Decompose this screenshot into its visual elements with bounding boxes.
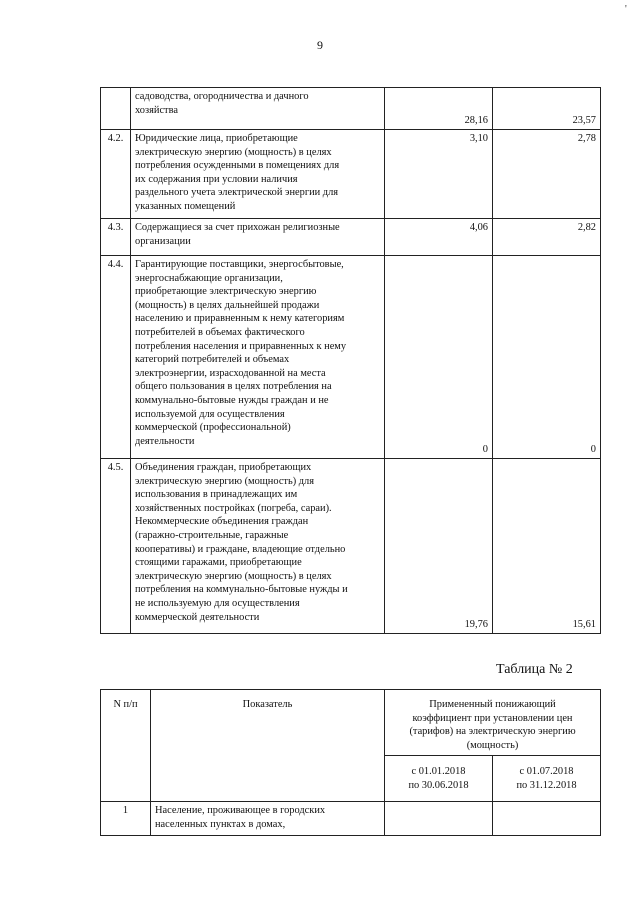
- header-indicator: Показатель: [151, 690, 385, 802]
- desc-line: Гарантирующие поставщики, энергосбытовые,: [135, 259, 344, 270]
- desc-line: электроэнергии, израсходованной на места: [135, 367, 326, 379]
- desc-line: категорий потребителей и объемах: [135, 354, 290, 366]
- value-period-2: 2,78: [493, 130, 601, 219]
- row-description: [131, 256, 385, 459]
- header-period-1: [385, 756, 493, 802]
- desc-line: Некоммерческие объединения граждан: [135, 516, 309, 528]
- value-period-2: 23,57: [493, 88, 601, 130]
- period-line: с 01.01.2018: [411, 765, 466, 777]
- desc-line: электрическую энергию (мощность) в целях: [135, 146, 332, 158]
- row-description: [131, 219, 385, 256]
- table-2-title: Таблица № 2: [496, 662, 573, 677]
- desc-line: Юридические лица, приобретающие: [135, 133, 298, 144]
- row-description: [131, 459, 385, 634]
- desc-line: используемой для осуществления: [135, 408, 285, 420]
- table-header-row: [101, 690, 601, 756]
- desc-line: (гаражно-строительные, гаражные: [135, 529, 289, 541]
- tariff-table-1: [100, 87, 601, 634]
- page-number: 9: [317, 38, 323, 52]
- header-coef-line: коэффициент при установлении цен: [412, 712, 573, 724]
- desc-line: общего пользования в целях потребления на: [135, 381, 332, 393]
- value-period-1: 3,10: [385, 130, 493, 219]
- value-period-2: 0: [493, 256, 601, 459]
- desc-line: Население, проживающее в городских: [155, 805, 326, 816]
- value-period-1: 4,06: [385, 219, 493, 256]
- desc-line: не используемую для осуществления: [135, 597, 300, 609]
- desc-line: потребителей в объемах фактического: [135, 326, 305, 338]
- row-description: [151, 802, 385, 836]
- row-number: 1: [101, 802, 151, 836]
- table-row: [101, 256, 601, 459]
- period-line: по 31.12.2018: [516, 779, 577, 791]
- desc-line: деятельности: [135, 435, 195, 447]
- desc-line: хозяйства: [135, 104, 178, 116]
- table-row: [101, 130, 601, 219]
- header-coef-line: Примененный понижающий: [429, 699, 556, 710]
- value-period-2: 2,82: [493, 219, 601, 256]
- header-coef-line: (мощность): [466, 739, 519, 751]
- desc-line: потребления населения и приравненных к нему: [135, 340, 347, 352]
- row-number: 4.2.: [101, 130, 131, 219]
- desc-line: стоящими гаражами, приобретающие: [135, 557, 302, 569]
- value-period-1: [385, 802, 493, 836]
- table-row: [101, 219, 601, 256]
- desc-line: приобретающие электрическую энергию: [135, 286, 317, 298]
- row-description: [131, 130, 385, 219]
- desc-line: раздельного учета электрической энергии для: [135, 187, 339, 199]
- desc-line: коммерческой (профессиональной): [135, 422, 291, 434]
- desc-line: коммунально-бытовые нужды граждан и не: [135, 394, 329, 406]
- value-period-1: 0: [385, 256, 493, 459]
- header-coef-line: (тарифов) на электрическую энергию: [409, 726, 576, 738]
- desc-line: электрическую энергию (мощность) для: [135, 475, 315, 487]
- desc-line: организации: [135, 235, 191, 247]
- desc-line: населенных пунктах в домах,: [155, 818, 286, 830]
- desc-line: Объединения граждан, приобретающих: [135, 462, 312, 473]
- header-coefficient: [385, 690, 601, 756]
- desc-line: энергоснабжающие организации,: [135, 272, 283, 284]
- table-row: [101, 459, 601, 634]
- desc-line: указанных помещений: [135, 200, 236, 212]
- table-row: [101, 802, 601, 836]
- row-description: [131, 88, 385, 130]
- table-row: [101, 88, 601, 130]
- desc-line: коммерческой деятельности: [135, 611, 260, 623]
- desc-line: электрическую энергию (мощность) в целях: [135, 570, 332, 582]
- row-number: 4.3.: [101, 219, 131, 256]
- value-period-1: 19,76: [385, 459, 493, 634]
- desc-line: хозяйственных постройках (погреба, сараи).: [135, 502, 332, 514]
- period-line: с 01.07.2018: [519, 765, 574, 777]
- desc-line: использования в принадлежащих им: [135, 489, 298, 501]
- desc-line: садоводства, огородничества и дачного: [135, 91, 309, 102]
- desc-line: Содержащиеся за счет прихожан религиозные: [135, 222, 340, 233]
- desc-line: потребления на коммунально-бытовые нужды и: [135, 584, 348, 596]
- desc-line: кооперативы) и граждане, владеющие отдельно: [135, 543, 346, 555]
- tariff-table-2: [100, 689, 601, 836]
- desc-line: (мощность) в целях дальнейшей продажи: [135, 299, 320, 311]
- desc-line: потребления осужденными в помещениях для: [135, 160, 340, 172]
- desc-line: населению и приравненным к нему категориям: [135, 313, 345, 325]
- header-number: N п/п: [101, 690, 151, 802]
- value-period-2: [493, 802, 601, 836]
- row-number: 4.5.: [101, 459, 131, 634]
- row-number: 4.4.: [101, 256, 131, 459]
- row-number: [101, 88, 131, 130]
- corner-mark: ': [625, 4, 627, 15]
- value-period-2: 15,61: [493, 459, 601, 634]
- period-line: по 30.06.2018: [408, 779, 469, 791]
- value-period-1: 28,16: [385, 88, 493, 130]
- header-period-2: [493, 756, 601, 802]
- desc-line: их содержания при условии наличия: [135, 173, 298, 185]
